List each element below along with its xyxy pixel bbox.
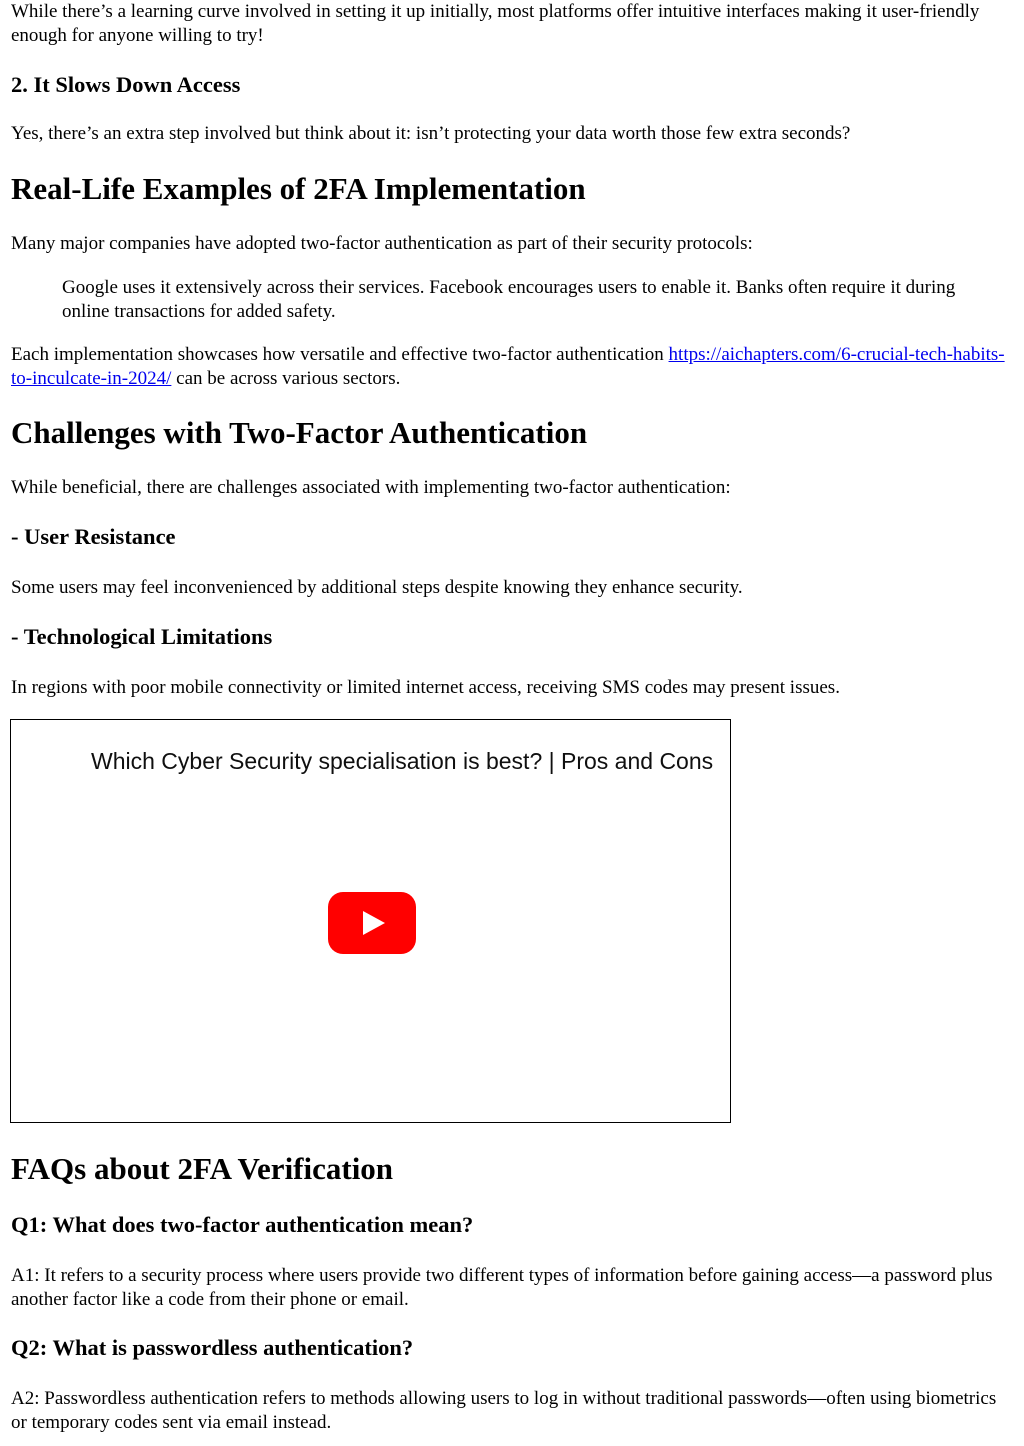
video-embed[interactable] [10,719,731,1123]
slows-down-paragraph: Yes, there’s an extra step involved but think about it: isn’t protecting your data worth those few extra seconds? [11,123,851,144]
faqs-heading: FAQs about 2FA Verification [11,1151,394,1186]
faq-answer-1: A1: It refers to a security process where users provide two different types of information before gaining access—a password plus another factor like a code from their phone or email. [11,1265,993,1310]
youtube-play-icon[interactable] [328,892,416,954]
tech-limitations-paragraph: In regions with poor mobile connectivity or limited internet access, receiving SMS codes may present issues. [11,677,840,698]
faq-question-2: Q2: What is passwordless authentication? [11,1335,414,1360]
implementation-paragraph [11,343,1006,390]
play-button-graphic [328,892,416,954]
intro-paragraph: While there’s a learning curve involved in setting it up initially, most platforms offer intuitive interfaces making it user-friendly enough for anyone willing to try! [11,1,980,46]
faq-answer-2: A2: Passwordless authentication refers to methods allowing users to log in without traditional passwords—often using biometrics or temporary codes sent via email instead. [11,1388,997,1433]
implementation-text-after: can be across various sectors. [171,367,401,389]
examples-blockquote: Google uses it extensively across their services. Facebook encourages users to enable it. Banks often require it during online transactions for added safety. [62,277,956,322]
video-title[interactable]: Which Cyber Security specialisation is best? | Pros and Cons [91,748,714,774]
user-resistance-paragraph: Some users may feel inconvenienced by additional steps despite knowing they enhance security. [11,577,743,598]
faq-question-1: Q1: What does two-factor authentication mean? [11,1212,474,1237]
challenges-heading: Challenges with Two-Factor Authentication [11,415,588,450]
real-life-intro: Many major companies have adopted two-factor authentication as part of their security protocols: [11,233,753,254]
tech-limitations-heading: - Technological Limitations [11,624,273,649]
aichapters-link[interactable]: https://aichapters.com/6-crucial-tech-habits-to-inculcate-in-2024/ [11,344,1005,389]
real-life-heading: Real-Life Examples of 2FA Implementation [11,171,586,206]
user-resistance-heading: - User Resistance [11,524,176,549]
implementation-text-before: Each implementation showcases how versatile and effective two-factor authentication [11,344,669,365]
slows-down-heading: 2. It Slows Down Access [11,72,241,97]
challenges-intro: While beneficial, there are challenges associated with implementing two-factor authentication: [11,477,731,498]
